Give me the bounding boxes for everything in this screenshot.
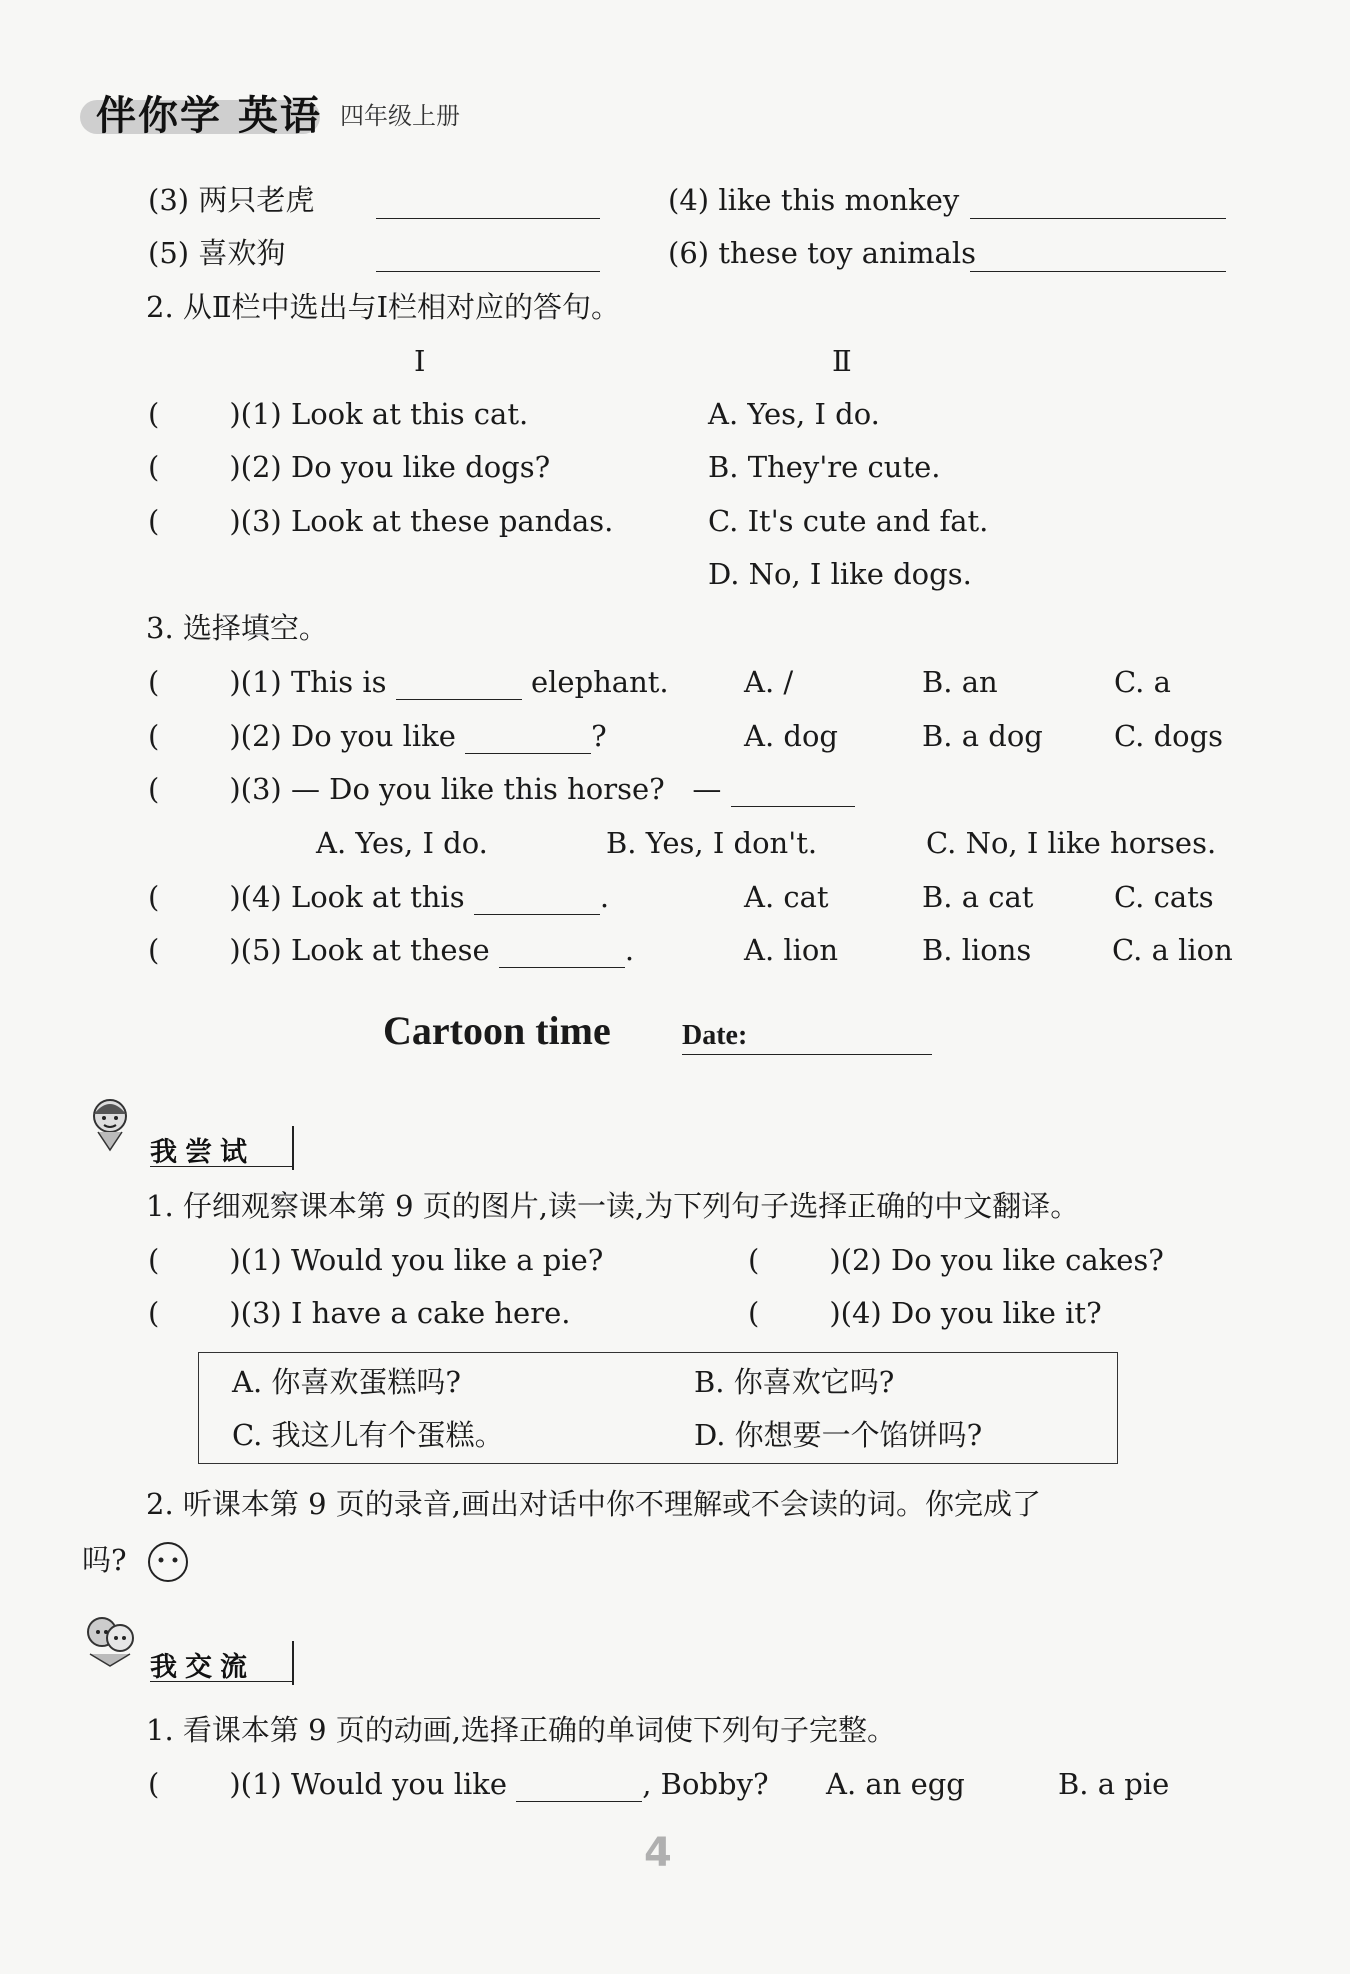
ex3-item-4-option-c: C. cats [1114, 880, 1214, 914]
answer-paren[interactable]: ( ) [148, 1243, 241, 1277]
fill-blank[interactable] [499, 939, 625, 968]
ex3-item-5: ( )(5) Look at these . [148, 933, 635, 967]
ex3-item-3-option-a: A. Yes, I do. [316, 826, 488, 860]
ex1-item-6: (6) these toy animals [668, 236, 976, 270]
section-header-underline [150, 1681, 292, 1682]
section-header-divider [292, 1126, 294, 1170]
ex3-item-2-option-c: C. dogs [1114, 719, 1224, 753]
ex3-item-3-option-b: B. Yes, I don't. [606, 826, 818, 860]
fill-blank[interactable] [516, 1773, 642, 1802]
answer-paren[interactable]: ( ) [148, 1767, 241, 1801]
ex3-item-2-option-a: A. dog [744, 719, 838, 753]
ex2-column-2-heading: Ⅱ [832, 344, 852, 378]
ex2-answer-d: D. No, I like dogs. [708, 557, 972, 591]
ex2-question-3: ( )(3) Look at these pandas. [148, 504, 614, 538]
ex3-item-5-option-b: B. lions [922, 933, 1032, 967]
fill-blank[interactable] [474, 886, 600, 915]
ex1-answer-line-4[interactable] [970, 218, 1226, 219]
try-q1-item-2: ( )(2) Do you like cakes? [748, 1243, 1164, 1277]
answer-paren[interactable]: ( ) [148, 665, 241, 699]
answer-paren[interactable]: ( ) [748, 1296, 841, 1330]
try-q1-title: 1. 仔细观察课本第 9 页的图片,读一读,为下列句子选择正确的中文翻译。 [146, 1189, 1080, 1223]
date-input-line[interactable] [682, 1054, 932, 1055]
section-header-underline [150, 1166, 292, 1167]
answer-paren[interactable]: ( ) [148, 772, 241, 806]
answer-paren[interactable]: ( ) [148, 880, 241, 914]
translation-option-d: D. 你想要一个馅饼吗? [694, 1418, 983, 1452]
ex3-item-3: ( )(3) — Do you like this horse? — [148, 771, 855, 807]
answer-paren[interactable]: ( ) [148, 933, 241, 967]
fill-blank[interactable] [465, 725, 591, 754]
ex1-answer-line-6[interactable] [970, 271, 1226, 272]
answer-paren[interactable]: ( ) [148, 1296, 241, 1330]
ex1-answer-line-3[interactable] [376, 218, 600, 219]
ex3-item-1-option-a: A. / [744, 665, 794, 699]
section-title-cartoon-time: Cartoon time [383, 1008, 611, 1053]
book-title: 伴你学 英语 [96, 93, 322, 139]
ex3-title: 3. 选择填空。 [146, 611, 328, 645]
smiley-face-icon[interactable] [146, 1540, 190, 1584]
translation-option-a: A. 你喜欢蛋糕吗? [232, 1365, 461, 1399]
section-header-try: 我尝试 [150, 1137, 255, 1168]
ex3-item-4-option-b: B. a cat [922, 880, 1034, 914]
try-q1-item-4: ( )(4) Do you like it? [748, 1296, 1102, 1330]
ex3-item-5-option-c: C. a lion [1112, 933, 1233, 967]
girl-mascot-icon [80, 1092, 140, 1152]
translation-option-c: C. 我这儿有个蛋糕。 [232, 1418, 504, 1452]
ex3-item-2: ( )(2) Do you like ? [148, 719, 607, 753]
section-header-divider [292, 1641, 294, 1685]
translation-option-b: B. 你喜欢它吗? [694, 1365, 895, 1399]
ex1-item-4: (4) like this monkey [668, 183, 960, 217]
book-subtitle: 四年级上册 [340, 102, 460, 130]
try-q2-line1: 2. 听课本第 9 页的录音,画出对话中你不理解或不会读的词。你完成了 [146, 1487, 1041, 1521]
page-number: 4 [644, 1830, 672, 1876]
fill-blank[interactable] [731, 778, 855, 807]
ex3-item-5-option-a: A. lion [744, 933, 839, 967]
section-header-talk: 我交流 [150, 1652, 255, 1683]
ex2-answer-c: C. It's cute and fat. [708, 504, 989, 538]
answer-paren[interactable]: ( ) [748, 1243, 841, 1277]
ex2-question-2: ( )(2) Do you like dogs? [148, 450, 551, 484]
answer-paren[interactable]: ( ) [148, 719, 241, 753]
ex2-question-1: ( )(1) Look at this cat. [148, 397, 529, 431]
talk-q1-item-1: ( )(1) Would you like , Bobby? [148, 1767, 769, 1801]
try-q2-line2: 吗? [82, 1543, 127, 1577]
ex1-answer-line-5[interactable] [376, 271, 600, 272]
ex2-answer-b: B. They're cute. [708, 450, 941, 484]
ex2-answer-a: A. Yes, I do. [708, 397, 880, 431]
ex2-column-1-heading: Ⅰ [414, 344, 426, 378]
answer-paren[interactable]: ( ) [148, 397, 241, 431]
ex3-item-2-option-b: B. a dog [922, 719, 1043, 753]
ex1-item-3: (3) 两只老虎 [148, 183, 315, 217]
fill-blank[interactable] [396, 671, 522, 700]
answer-paren[interactable]: ( ) [148, 450, 241, 484]
ex2-title: 2. 从Ⅱ栏中选出与Ⅰ栏相对应的答句。 [146, 290, 621, 324]
date-label: Date: [682, 1020, 748, 1051]
ex3-item-3-option-c: C. No, I like horses. [926, 826, 1217, 860]
ex3-item-1-option-c: C. a [1114, 665, 1171, 699]
try-q1-item-1: ( )(1) Would you like a pie? [148, 1243, 604, 1277]
answer-paren[interactable]: ( ) [148, 504, 241, 538]
ex3-item-1-option-b: B. an [922, 665, 998, 699]
ex3-item-1: ( )(1) This is elephant. [148, 665, 669, 699]
talk-q1-option-b: B. a pie [1058, 1767, 1170, 1801]
talk-q1-option-a: A. an egg [826, 1767, 965, 1801]
ex1-item-5: (5) 喜欢狗 [148, 236, 286, 270]
talk-q1-title: 1. 看课本第 9 页的动画,选择正确的单词使下列句子完整。 [146, 1713, 896, 1747]
kids-mascot-icon [80, 1608, 140, 1668]
ex3-item-4: ( )(4) Look at this . [148, 880, 610, 914]
try-q1-item-3: ( )(3) I have a cake here. [148, 1296, 571, 1330]
ex3-item-4-option-a: A. cat [744, 880, 829, 914]
